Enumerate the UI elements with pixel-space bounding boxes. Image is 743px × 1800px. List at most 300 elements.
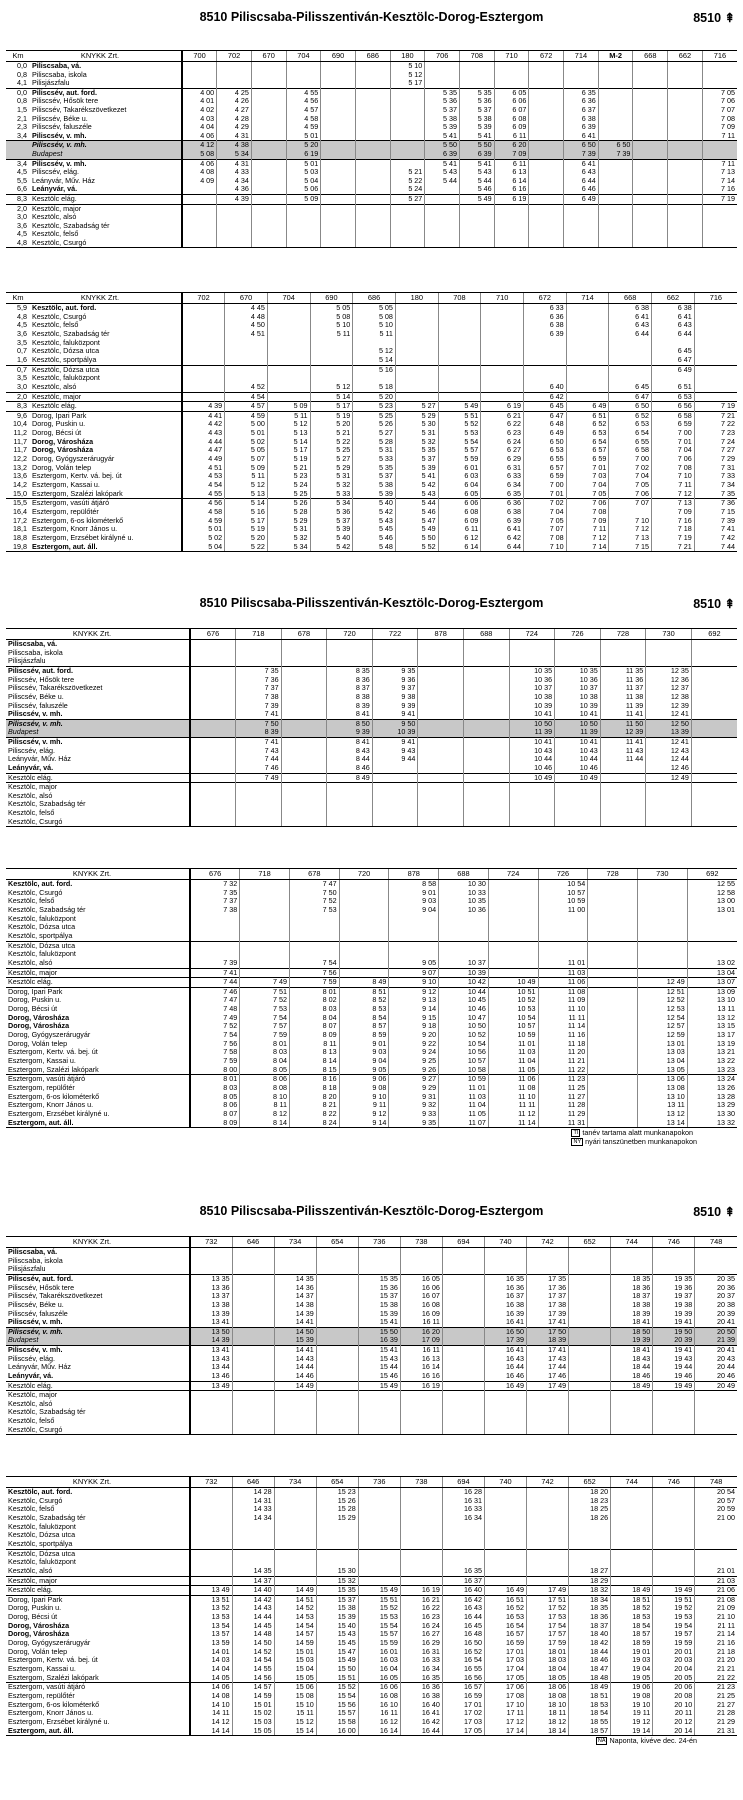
departure-time: 4 45 bbox=[225, 304, 268, 313]
departure-time bbox=[633, 222, 668, 231]
departure-time bbox=[251, 239, 286, 248]
departure-time: 5 32 bbox=[267, 534, 310, 543]
table-row bbox=[6, 132, 737, 141]
departure-time bbox=[611, 1248, 653, 1257]
departure-time: 7 34 bbox=[694, 481, 737, 490]
departure-time: 21 06 bbox=[695, 1586, 737, 1596]
departure-time: 7 15 bbox=[609, 543, 652, 552]
stop-name: Piliscsév, Takarékszövetkezet bbox=[8, 1292, 103, 1301]
departure-time bbox=[240, 915, 290, 924]
km-value: 11,7 bbox=[13, 437, 27, 446]
km-value: 2,0 bbox=[6, 204, 30, 213]
departure-time bbox=[484, 1400, 526, 1409]
table-row bbox=[6, 809, 737, 818]
departure-time: 12 52 bbox=[637, 996, 687, 1005]
departure-time: 5 19 bbox=[267, 455, 310, 464]
train-number: 730 bbox=[646, 629, 692, 640]
departure-time bbox=[527, 1523, 569, 1532]
departure-time bbox=[566, 365, 609, 374]
departure-time: 10 41 bbox=[509, 738, 555, 747]
departure-time: 17 37 bbox=[527, 1292, 569, 1301]
departure-time: 5 37 bbox=[395, 455, 438, 464]
stop-marker bbox=[170, 239, 182, 248]
departure-time: 20 39 bbox=[653, 1336, 695, 1345]
departure-time bbox=[182, 347, 225, 356]
departure-time: 5 46 bbox=[460, 185, 495, 194]
page-title: 8510 Piliscsaba-Pilisszentiván-Kesztölc-Dorog-Esztergom bbox=[199, 1204, 544, 1218]
departure-time: 6 09 bbox=[494, 123, 529, 132]
departure-time: 16 41 bbox=[400, 1709, 442, 1718]
departure-time: 16 55 bbox=[442, 1665, 484, 1674]
table-row bbox=[6, 1318, 737, 1327]
departure-time: 16 27 bbox=[400, 1630, 442, 1639]
departure-time: 5 05 bbox=[225, 446, 268, 455]
stop-name: Kesztölc, major bbox=[6, 1391, 178, 1400]
departure-time: 7 49 bbox=[236, 773, 282, 783]
departure-time bbox=[321, 62, 356, 71]
departure-time: 15 56 bbox=[316, 1701, 358, 1710]
departure-time bbox=[316, 1372, 358, 1381]
departure-time: 9 03 bbox=[339, 1048, 389, 1057]
departure-time bbox=[425, 230, 460, 239]
departure-time bbox=[611, 1488, 653, 1497]
departure-time bbox=[274, 1558, 316, 1567]
table-row bbox=[6, 88, 737, 97]
departure-time bbox=[236, 792, 282, 801]
departure-time bbox=[182, 204, 217, 213]
departure-time bbox=[488, 932, 538, 941]
departure-time bbox=[274, 1567, 316, 1576]
stop-name: Kesztölc, felső bbox=[8, 809, 55, 818]
departure-time bbox=[372, 792, 418, 801]
departure-time bbox=[395, 383, 438, 392]
departure-time bbox=[484, 1257, 526, 1266]
departure-time bbox=[217, 62, 252, 71]
departure-time bbox=[438, 392, 481, 402]
departure-time: 5 07 bbox=[225, 455, 268, 464]
departure-time: 14 35 bbox=[232, 1567, 274, 1576]
departure-time: 6 06 bbox=[438, 499, 481, 508]
stop-name: Kesztölc, major bbox=[6, 968, 178, 978]
departure-time: 16 31 bbox=[400, 1648, 442, 1657]
departure-time bbox=[251, 230, 286, 239]
departure-time: 5 53 bbox=[438, 429, 481, 438]
departure-time: 7 36 bbox=[236, 675, 282, 684]
departure-time bbox=[484, 1497, 526, 1506]
departure-time: 6 55 bbox=[524, 455, 567, 464]
departure-time: 9 44 bbox=[372, 755, 418, 764]
departure-time bbox=[310, 365, 353, 374]
departure-time bbox=[695, 1417, 737, 1426]
departure-time bbox=[274, 1408, 316, 1417]
stop-name: Dorog, Ipari Park bbox=[6, 1595, 178, 1604]
departure-time: 5 08 bbox=[353, 313, 396, 322]
footnote-text: Naponta, kivéve dec. 24-én bbox=[609, 1735, 697, 1745]
departure-time bbox=[358, 1408, 400, 1417]
departure-time bbox=[460, 222, 495, 231]
departure-time bbox=[609, 508, 652, 517]
departure-time bbox=[442, 1408, 484, 1417]
departure-time bbox=[438, 313, 481, 322]
stop-marker bbox=[178, 889, 190, 898]
departure-time: 7 06 bbox=[702, 97, 737, 106]
departure-time: 18 20 bbox=[569, 1488, 611, 1497]
departure-time: 14 44 bbox=[274, 1363, 316, 1372]
departure-time: 9 20 bbox=[389, 1031, 439, 1040]
departure-time bbox=[327, 640, 373, 649]
departure-time: 16 21 bbox=[400, 1595, 442, 1604]
departure-time bbox=[418, 738, 464, 747]
departure-time: 5 27 bbox=[310, 455, 353, 464]
departure-time bbox=[316, 1257, 358, 1266]
departure-time: 18 01 bbox=[527, 1648, 569, 1657]
departure-time: 13 49 bbox=[190, 1586, 232, 1596]
departure-time: 18 53 bbox=[569, 1701, 611, 1710]
departure-time: 16 44 bbox=[484, 1363, 526, 1372]
stop-name: Kesztölc elág. bbox=[6, 1381, 178, 1391]
departure-time: 12 44 bbox=[646, 755, 692, 764]
departure-time bbox=[646, 657, 692, 666]
departure-time: 8 18 bbox=[289, 1084, 339, 1093]
km-value: 5,9 bbox=[17, 303, 27, 312]
departure-time bbox=[691, 693, 737, 702]
departure-time bbox=[355, 194, 390, 204]
departure-time: 10 37 bbox=[439, 959, 489, 968]
departure-time bbox=[588, 968, 638, 978]
departure-time: 6 56 bbox=[652, 402, 695, 412]
departure-time: 5 09 bbox=[225, 464, 268, 473]
departure-time: 13 04 bbox=[637, 1057, 687, 1066]
departure-time bbox=[321, 239, 356, 248]
departure-time bbox=[316, 1355, 358, 1364]
departure-time: 11 21 bbox=[538, 1057, 588, 1066]
departure-time: 15 26 bbox=[316, 1497, 358, 1506]
stop-marker bbox=[170, 123, 182, 132]
table-row bbox=[6, 1363, 737, 1372]
departure-time bbox=[182, 213, 217, 222]
departure-time: 18 34 bbox=[569, 1595, 611, 1604]
departure-time: 16 06 bbox=[358, 1683, 400, 1692]
departure-time: 8 16 bbox=[289, 1075, 339, 1084]
departure-time bbox=[633, 97, 668, 106]
stop-name: Kesztölc, Dózsa utca bbox=[6, 1549, 178, 1558]
departure-time bbox=[529, 194, 564, 204]
table-row bbox=[6, 1665, 737, 1674]
stop-name: Kesztölc, faluközpont bbox=[8, 1522, 76, 1531]
stop-marker bbox=[170, 402, 182, 412]
stop-name: Esztergom, Kertv. vá. bej. út bbox=[8, 1048, 98, 1057]
departure-time: 11 03 bbox=[439, 1093, 489, 1102]
departure-time: 18 36 bbox=[569, 1613, 611, 1622]
departure-time: 15 52 bbox=[358, 1604, 400, 1613]
departure-time: 8 13 bbox=[289, 1048, 339, 1057]
departure-time bbox=[339, 889, 389, 898]
departure-time: 19 06 bbox=[611, 1683, 653, 1692]
departure-time: 11 39 bbox=[509, 728, 555, 737]
departure-time bbox=[400, 1391, 442, 1400]
departure-time: 5 52 bbox=[438, 420, 481, 429]
departure-time bbox=[442, 1257, 484, 1266]
footnote bbox=[571, 1128, 697, 1137]
departure-time bbox=[418, 719, 464, 728]
departure-time bbox=[529, 204, 564, 213]
departure-time: 18 25 bbox=[569, 1505, 611, 1514]
departure-time: 6 44 bbox=[481, 543, 524, 552]
departure-time: 5 50 bbox=[425, 141, 460, 150]
departure-time bbox=[182, 374, 225, 383]
departure-time: 5 17 bbox=[310, 402, 353, 412]
departure-time bbox=[400, 1248, 442, 1257]
departure-time: 21 00 bbox=[695, 1514, 737, 1523]
departure-time: 16 50 bbox=[484, 1327, 526, 1336]
km-value: 2,3 bbox=[17, 123, 27, 132]
table-row bbox=[6, 1391, 737, 1400]
departure-time: 9 01 bbox=[339, 1040, 389, 1049]
train-number: 670 bbox=[225, 293, 268, 304]
departure-time: 6 57 bbox=[524, 464, 567, 473]
departure-time bbox=[190, 1391, 232, 1400]
departure-time: 6 42 bbox=[524, 392, 567, 402]
departure-time: 16 20 bbox=[400, 1327, 442, 1336]
departure-time bbox=[668, 230, 703, 239]
departure-time bbox=[702, 204, 737, 213]
departure-time bbox=[190, 684, 236, 693]
departure-time: 13 57 bbox=[190, 1630, 232, 1639]
table-row bbox=[6, 1372, 737, 1381]
table-row bbox=[6, 640, 737, 649]
stop-name: Kesztölc, Csurgó bbox=[8, 1496, 63, 1505]
departure-time bbox=[425, 194, 460, 204]
departure-time: 18 51 bbox=[569, 1692, 611, 1701]
departure-time: 16 54 bbox=[484, 1622, 526, 1631]
departure-time: 9 12 bbox=[389, 987, 439, 996]
departure-time: 6 58 bbox=[609, 446, 652, 455]
departure-time: 8 36 bbox=[327, 675, 373, 684]
departure-time bbox=[316, 1346, 358, 1355]
stop-name: Piliscsév, v. mh. bbox=[8, 710, 63, 719]
departure-time: 15 35 bbox=[358, 1274, 400, 1283]
departure-time: 16 23 bbox=[400, 1613, 442, 1622]
train-number: 672 bbox=[524, 293, 567, 304]
departure-time: 16 40 bbox=[442, 1586, 484, 1596]
departure-time bbox=[588, 1005, 638, 1014]
departure-time bbox=[668, 123, 703, 132]
table-row bbox=[6, 1301, 737, 1310]
departure-time bbox=[274, 1497, 316, 1506]
departure-time bbox=[569, 1558, 611, 1567]
km-value: 5,5 bbox=[17, 176, 27, 185]
departure-time bbox=[438, 383, 481, 392]
departure-time: 15 43 bbox=[316, 1630, 358, 1639]
departure-time: 11 16 bbox=[538, 1031, 588, 1040]
departure-time bbox=[251, 150, 286, 159]
stop-name: Kesztölc, Szabadság tér bbox=[8, 1408, 86, 1417]
departure-time bbox=[418, 755, 464, 764]
table-row bbox=[6, 1683, 737, 1692]
departure-time bbox=[358, 1549, 400, 1558]
train-number: 690 bbox=[310, 293, 353, 304]
marker-header bbox=[170, 51, 182, 62]
departure-time: 5 35 bbox=[395, 446, 438, 455]
departure-time: 5 08 bbox=[310, 313, 353, 322]
route-number-text: 8510 bbox=[693, 597, 722, 611]
departure-time: 18 44 bbox=[569, 1648, 611, 1657]
departure-time: 18 26 bbox=[569, 1514, 611, 1523]
departure-time: 5 41 bbox=[460, 159, 495, 168]
departure-time bbox=[611, 1567, 653, 1576]
departure-time bbox=[564, 239, 599, 248]
stop-marker bbox=[178, 1709, 190, 1718]
table-row bbox=[6, 123, 737, 132]
departure-time bbox=[316, 1248, 358, 1257]
departure-time bbox=[484, 1531, 526, 1540]
departure-time bbox=[274, 1531, 316, 1540]
departure-time bbox=[400, 1408, 442, 1417]
departure-time bbox=[653, 1265, 695, 1274]
departure-time: 7 35 bbox=[190, 889, 240, 898]
departure-time: 13 43 bbox=[190, 1355, 232, 1364]
departure-time: 5 12 bbox=[353, 347, 396, 356]
departure-time: 5 42 bbox=[310, 543, 353, 552]
departure-time bbox=[390, 204, 425, 213]
departure-time bbox=[418, 657, 464, 666]
departure-time: 7 24 bbox=[694, 438, 737, 447]
departure-time: 5 49 bbox=[460, 194, 495, 204]
departure-time: 14 50 bbox=[274, 1327, 316, 1336]
departure-time bbox=[527, 1426, 569, 1435]
departure-time: 8 53 bbox=[339, 1005, 389, 1014]
departure-time: 7 37 bbox=[190, 897, 240, 906]
stop-marker bbox=[170, 374, 182, 383]
departure-time bbox=[400, 1514, 442, 1523]
stop-name: Piliscsaba, iskola bbox=[32, 70, 87, 79]
departure-time: 11 14 bbox=[488, 1119, 538, 1128]
departure-time bbox=[236, 809, 282, 818]
stop-name: Kesztölc, Csurgó bbox=[30, 239, 170, 248]
table-row bbox=[6, 481, 737, 490]
departure-time bbox=[232, 1558, 274, 1567]
departure-time bbox=[691, 710, 737, 719]
stop-marker bbox=[170, 141, 182, 150]
stop-marker bbox=[170, 79, 182, 88]
stop-name: Dorog, Volán telep bbox=[8, 1647, 68, 1656]
departure-time bbox=[460, 71, 495, 80]
departure-time bbox=[695, 1248, 737, 1257]
departure-time bbox=[569, 1540, 611, 1549]
table-row bbox=[6, 675, 737, 684]
departure-time bbox=[251, 132, 286, 141]
departure-time bbox=[484, 1391, 526, 1400]
departure-time bbox=[653, 1531, 695, 1540]
stop-marker bbox=[178, 1665, 190, 1674]
stop-name: Esztergom, Kertv. vá. bej. út bbox=[32, 472, 122, 481]
departure-time: 20 04 bbox=[653, 1665, 695, 1674]
stop-marker bbox=[170, 383, 182, 392]
departure-time: 5 20 bbox=[286, 141, 321, 150]
stop-marker bbox=[178, 800, 190, 809]
departure-time: 14 39 bbox=[190, 1336, 232, 1345]
departure-time: 9 43 bbox=[372, 747, 418, 756]
train-number: 878 bbox=[389, 869, 439, 880]
departure-time: 17 03 bbox=[442, 1718, 484, 1727]
train-number: 710 bbox=[481, 293, 524, 304]
departure-time: 11 03 bbox=[488, 1048, 538, 1057]
departure-time bbox=[395, 321, 438, 330]
stop-name: Esztergom, vasúti átjáró bbox=[30, 499, 170, 508]
departure-time: 14 51 bbox=[274, 1595, 316, 1604]
departure-time bbox=[694, 347, 737, 356]
departure-time: 7 44 bbox=[236, 755, 282, 764]
departure-time bbox=[355, 123, 390, 132]
departure-time: 6 50 bbox=[524, 438, 567, 447]
departure-time bbox=[529, 62, 564, 71]
departure-time bbox=[236, 800, 282, 809]
departure-time bbox=[481, 330, 524, 339]
departure-time bbox=[646, 818, 692, 827]
departure-time: 7 09 bbox=[566, 517, 609, 526]
table-row bbox=[6, 1014, 737, 1023]
departure-time: 6 39 bbox=[425, 150, 460, 159]
departure-time: 6 16 bbox=[494, 185, 529, 194]
departure-time bbox=[694, 339, 737, 348]
departure-time: 5 33 bbox=[310, 490, 353, 499]
table-row bbox=[6, 402, 737, 412]
stop-marker bbox=[178, 640, 190, 649]
departure-time bbox=[598, 194, 633, 204]
stop-name: Piliscsaba, iskola bbox=[8, 1256, 63, 1265]
table-row bbox=[6, 897, 737, 906]
km-value: 12,2 bbox=[13, 455, 27, 464]
stop-marker bbox=[178, 906, 190, 915]
departure-time bbox=[463, 818, 509, 827]
departure-time bbox=[274, 1257, 316, 1266]
departure-time bbox=[190, 1514, 232, 1523]
departure-time: 16 01 bbox=[358, 1648, 400, 1657]
departure-time bbox=[395, 304, 438, 313]
departure-time: 6 50 bbox=[609, 402, 652, 412]
departure-time: 11 38 bbox=[600, 693, 646, 702]
departure-time bbox=[190, 719, 236, 728]
departure-time: 5 31 bbox=[310, 472, 353, 481]
departure-time: 7 58 bbox=[190, 1048, 240, 1057]
departure-time: 13 30 bbox=[687, 1110, 737, 1119]
departure-time bbox=[598, 230, 633, 239]
train-number: 654 bbox=[316, 1477, 358, 1488]
departure-time: 18 29 bbox=[569, 1576, 611, 1586]
departure-time bbox=[182, 321, 225, 330]
departure-time: 5 21 bbox=[267, 464, 310, 473]
departure-time: 4 43 bbox=[182, 429, 225, 438]
departure-time bbox=[190, 1408, 232, 1417]
departure-time bbox=[633, 115, 668, 124]
stop-name: Esztergom, aut. áll. bbox=[30, 543, 170, 552]
departure-time: 10 46 bbox=[555, 764, 601, 773]
departure-time: 7 41 bbox=[236, 738, 282, 747]
departure-time bbox=[569, 1336, 611, 1345]
departure-time bbox=[316, 1327, 358, 1336]
departure-time: 10 41 bbox=[509, 710, 555, 719]
departure-time: 16 49 bbox=[484, 1586, 526, 1596]
stop-name: Esztergom, Szalézi lakópark bbox=[8, 1673, 99, 1682]
departure-time: 15 39 bbox=[316, 1613, 358, 1622]
table-row bbox=[6, 693, 737, 702]
departure-time: 9 04 bbox=[389, 906, 439, 915]
train-number: 724 bbox=[488, 869, 538, 880]
departure-time: 7 59 bbox=[190, 1057, 240, 1066]
departure-time: 6 19 bbox=[494, 194, 529, 204]
route-number bbox=[693, 596, 735, 611]
km-value: 10,4 bbox=[13, 420, 27, 429]
